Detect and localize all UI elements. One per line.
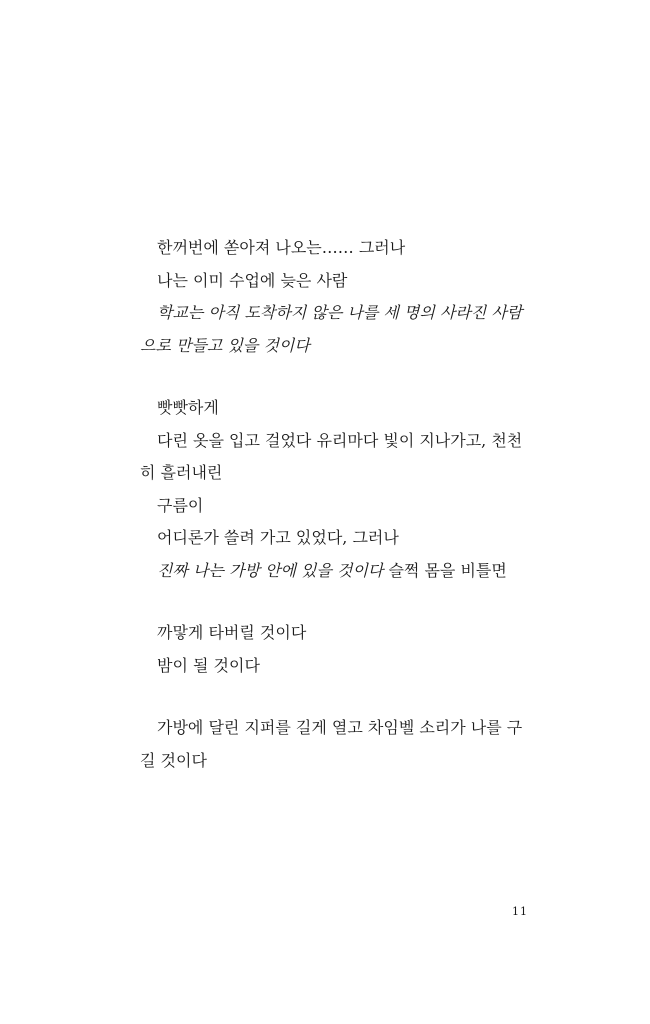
- poem-line: 구름이: [157, 495, 204, 515]
- stanza-gap: [140, 362, 540, 392]
- poem-line: 히 흘러내린: [140, 463, 223, 482]
- poem-line: 으로 만들고 있을 것이다: [140, 335, 310, 355]
- poem-line: 어디론가 쓸려 가고 있었다, 그러나: [157, 528, 399, 547]
- stanza-3: [140, 617, 540, 682]
- stanza-gap: [140, 587, 540, 617]
- poem-body: [140, 232, 540, 777]
- poem-line: 나는 이미 수업에 늦은 사람: [157, 270, 348, 290]
- poem-line: 까맣게 타버릴 것이다: [157, 623, 307, 642]
- stanza-4: [140, 712, 540, 777]
- poem-line-rest: 슬쩍 몸을 비틀면: [383, 560, 507, 580]
- poem-line: 한꺼번에 쏟아져 나오는…… 그러나: [157, 238, 406, 257]
- poem-line: [140, 555, 540, 588]
- stanza-2: [140, 392, 540, 587]
- poem-line: 빳빳하게: [157, 398, 219, 417]
- poem-line: 학교는 아직 도착하지 않은 나를 세 명의 사라진 사람: [157, 303, 523, 322]
- poem-line: 다린 옷을 입고 걸었다 유리마다 빛이 지나가고, 천천: [157, 430, 523, 450]
- poem-line: 길 것이다: [140, 750, 207, 770]
- poem-line: 가방에 달린 지퍼를 길게 열고 차임벨 소리가 나를 구: [157, 718, 523, 737]
- poem-line-italic: 진짜 나는 가방 안에 있을 것이다: [157, 560, 384, 580]
- poem-line: 밤이 될 것이다: [157, 655, 260, 675]
- stanza-gap: [140, 682, 540, 712]
- stanza-1: [140, 232, 540, 362]
- page-number: 11: [512, 905, 528, 918]
